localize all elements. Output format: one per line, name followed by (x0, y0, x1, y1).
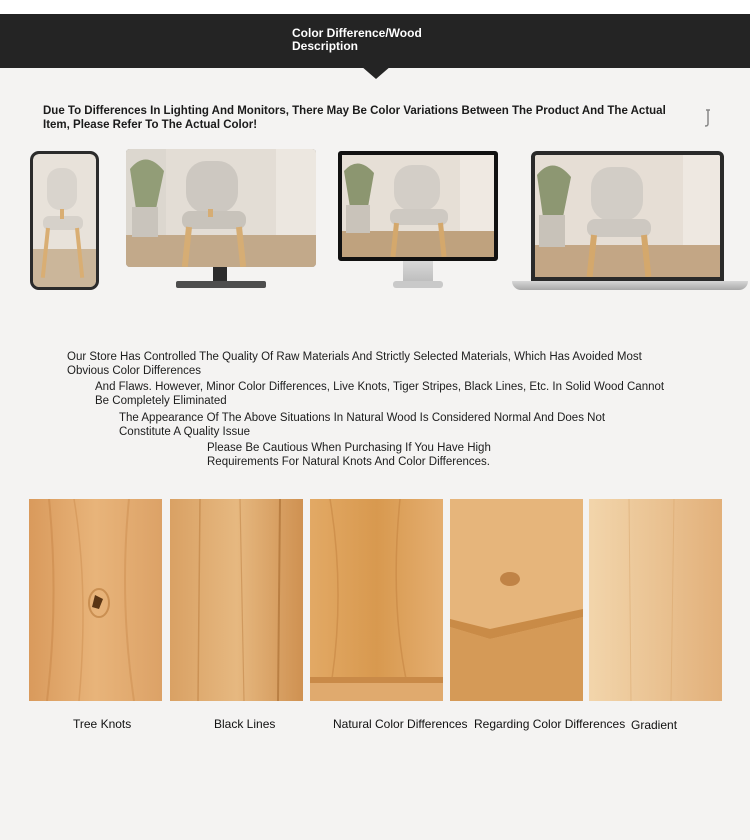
section-title-line2: Description (292, 39, 359, 53)
wood-sample-tree-knots (29, 499, 162, 701)
monitor-base (176, 281, 266, 288)
note-normal-appearance: The Appearance Of The Above Situations In Natural Wood Is Considered Normal And Does Not Constitute A Quality Issue (119, 412, 606, 438)
label-gradient: Gradient (631, 718, 678, 732)
laptop-base (512, 281, 748, 290)
section-title (292, 27, 492, 53)
note-raw-materials: Our Store Has Controlled The Quality Of Raw Materials And Strictly Selected Materials, Which Has Avoided Most Obvious Color Differences (67, 351, 642, 377)
wood-sample-natural-color-differences (310, 499, 443, 701)
desktop-screen-chair-image (342, 155, 494, 257)
brand-mark-icon (704, 108, 712, 128)
monitor-screen-chair-image (126, 149, 316, 267)
label-natural-color-differences: Natural Color Differences (333, 717, 468, 731)
wood-sample-regarding-color-differences (450, 499, 583, 701)
color-variation-notice: Due To Differences In Lighting And Monitors, There May Be Color Variations Between The Product And The Actual Item, Please Refer To The Actual Color! (43, 105, 666, 131)
wood-sample-gradient (589, 499, 722, 701)
laptop-screen-chair-image (535, 155, 720, 277)
monitor-stand (213, 267, 227, 281)
section-title-line1: Color Difference/Wood (292, 26, 422, 40)
monitor-device (126, 149, 316, 267)
note-caution: Please Be Cautious When Purchasing If You Have High Requirements For Natural Knots And Color Differences. (207, 442, 491, 468)
top-strip (0, 0, 750, 14)
label-tree-knots: Tree Knots (73, 717, 132, 731)
desktop-device (338, 151, 498, 261)
desktop-base (393, 281, 443, 288)
desktop-stand (403, 261, 433, 282)
label-black-lines: Black Lines (214, 717, 276, 731)
wood-sample-black-lines (170, 499, 303, 701)
phone-device (30, 151, 99, 290)
label-regarding-color-differences: Regarding Color Differences (474, 717, 626, 731)
laptop-device (531, 151, 724, 281)
phone-screen-chair-image (33, 154, 96, 287)
note-flaws: And Flaws. However, Minor Color Differences, Live Knots, Tiger Stripes, Black Lines, Etc. In Solid Wood Cannot Be Completely Eliminated (95, 381, 665, 407)
header-pointer (361, 66, 391, 79)
